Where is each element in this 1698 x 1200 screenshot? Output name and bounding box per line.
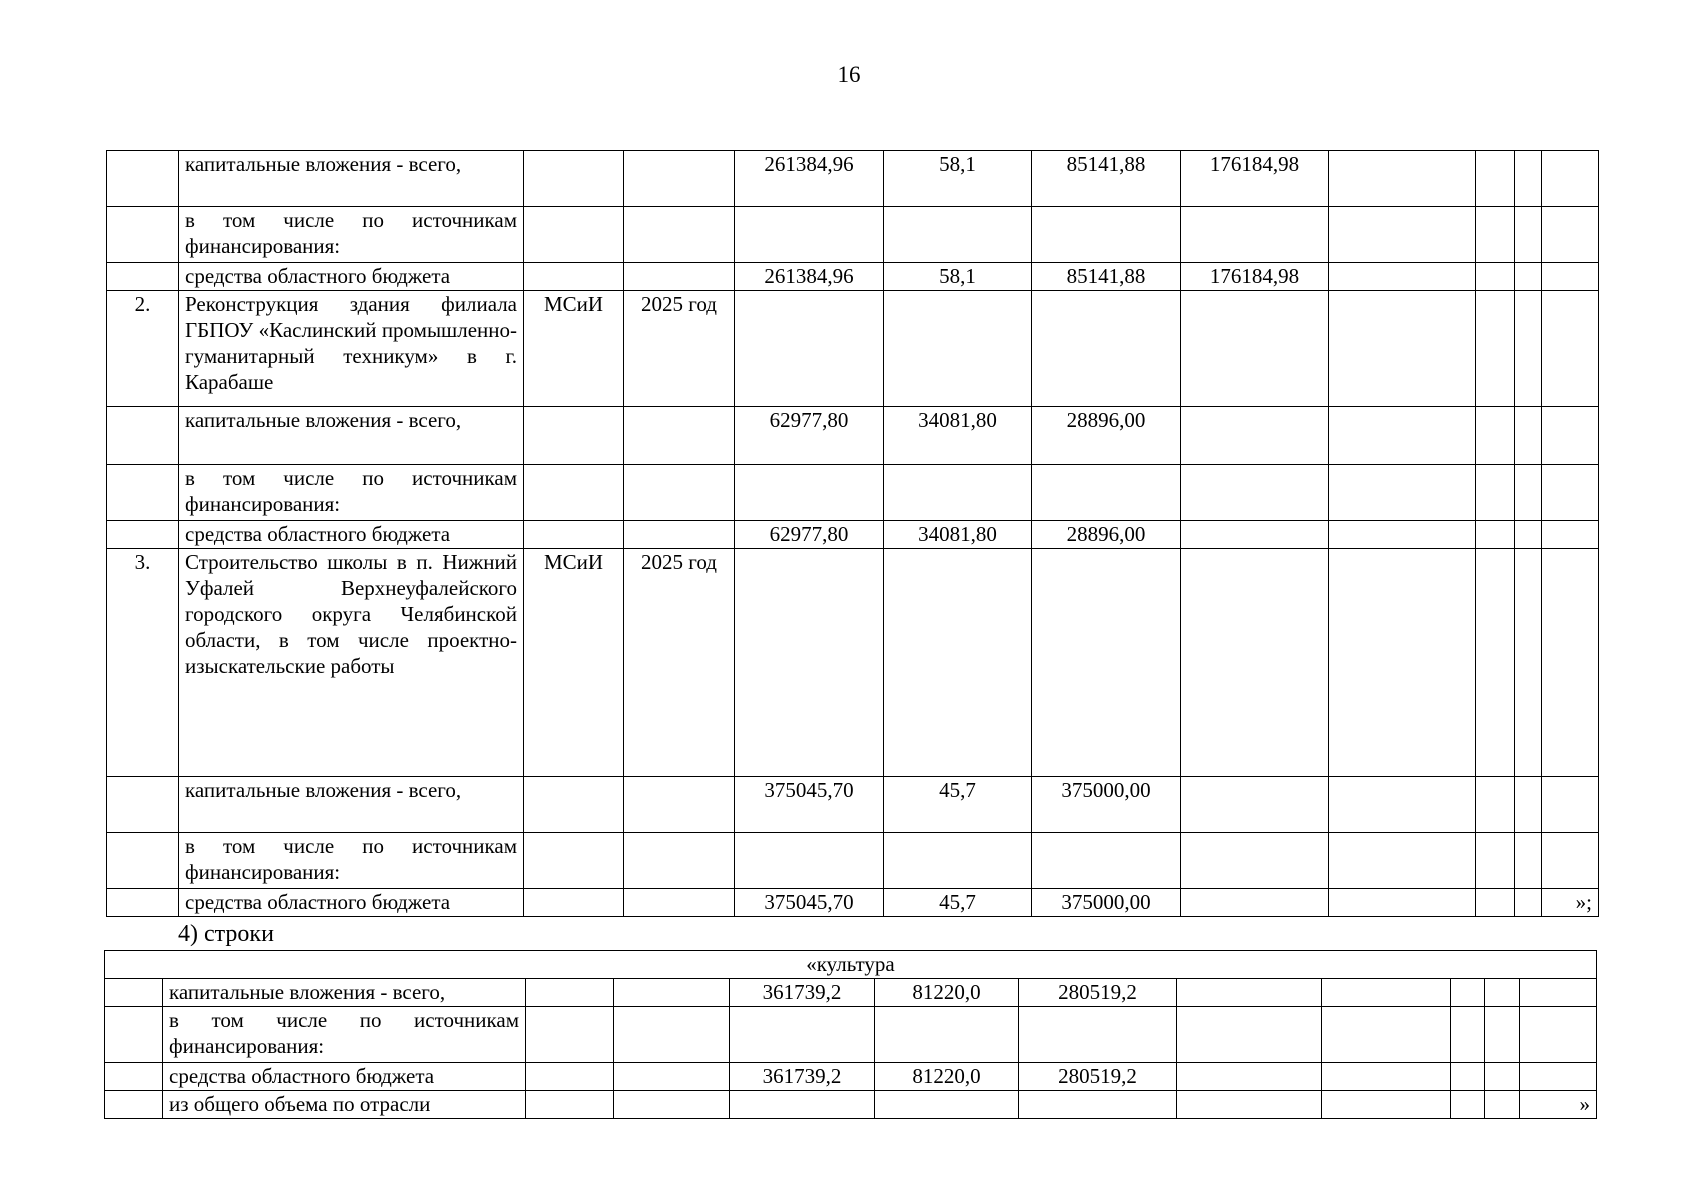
culture-title: «культура: [105, 951, 1597, 979]
cell-no: 2.: [107, 291, 179, 407]
table-row: [107, 207, 1599, 263]
cell-v4: [1181, 889, 1329, 917]
cell-end: [1542, 263, 1599, 291]
cell-v4: [1177, 1007, 1322, 1063]
cell-v1: [730, 1007, 875, 1063]
cell-desc: средства областного бюджета: [179, 889, 524, 917]
cell-no: [107, 263, 179, 291]
cell-desc: средства областного бюджета: [179, 521, 524, 549]
cell-term: [614, 1007, 730, 1063]
cell-empty: [1329, 465, 1476, 521]
cell-empty: [1485, 979, 1520, 1007]
cell-end: [1542, 521, 1599, 549]
cell-v1: 261384,96: [735, 151, 884, 207]
cell-v2: [884, 207, 1032, 263]
cell-v2: [884, 833, 1032, 889]
cell-resp: [526, 1007, 614, 1063]
cell-v2: 34081,80: [884, 521, 1032, 549]
cell-no: [105, 1063, 163, 1091]
cell-empty: [1329, 151, 1476, 207]
cell-end: »;: [1542, 889, 1599, 917]
cell-v4: [1181, 207, 1329, 263]
cell-empty: [1322, 979, 1451, 1007]
cell-empty: [1485, 1007, 1520, 1063]
table-row: [107, 549, 1599, 777]
cell-empty: [1515, 833, 1542, 889]
cell-empty: [1515, 777, 1542, 833]
cell-empty: [1476, 777, 1515, 833]
cell-v3: 375000,00: [1032, 777, 1181, 833]
cell-no: [107, 833, 179, 889]
table-row: [107, 889, 1599, 917]
table-row: [107, 407, 1599, 465]
cell-v2: 45,7: [884, 889, 1032, 917]
cell-empty: [1329, 207, 1476, 263]
cell-no: [107, 777, 179, 833]
cell-v2: 58,1: [884, 263, 1032, 291]
cell-desc: капитальные вложения - всего,: [163, 979, 526, 1007]
cell-desc: в том числе по источникам финансирования:: [179, 207, 524, 263]
cell-empty: [1515, 465, 1542, 521]
cell-empty: [1476, 833, 1515, 889]
page-number: 16: [837, 62, 861, 87]
cell-desc: в том числе по источникам финансирования:: [163, 1007, 526, 1063]
cell-empty: [1515, 521, 1542, 549]
cell-v3: 280519,2: [1019, 1063, 1177, 1091]
cell-v4: [1177, 1091, 1322, 1119]
cell-empty: [1322, 1091, 1451, 1119]
cell-v1: [735, 291, 884, 407]
cell-empty: [1451, 979, 1485, 1007]
cell-v1: 361739,2: [730, 979, 875, 1007]
cell-v2: 34081,80: [884, 407, 1032, 465]
table-row: [105, 1063, 1597, 1091]
cell-no: [107, 889, 179, 917]
cell-empty: [1329, 407, 1476, 465]
cell-v2: [884, 465, 1032, 521]
cell-term: [624, 889, 735, 917]
cell-v3: 375000,00: [1032, 889, 1181, 917]
cell-empty: [1451, 1007, 1485, 1063]
cell-v4: [1181, 833, 1329, 889]
cell-resp: [526, 979, 614, 1007]
cell-v4: [1177, 1063, 1322, 1091]
cell-resp: [524, 833, 624, 889]
cell-empty: [1515, 889, 1542, 917]
cell-end: [1542, 833, 1599, 889]
cell-empty: [1476, 549, 1515, 777]
table-row: [105, 1091, 1597, 1119]
cell-v3: [1032, 291, 1181, 407]
cell-desc: Строительство школы в п. Нижний Уфалей Верхнеуфалейского городского округа Челябинской области, в том числе проектно-изыскательские работы: [179, 549, 524, 777]
cell-empty: [1329, 521, 1476, 549]
table-row: [105, 979, 1597, 1007]
cell-empty: [1322, 1063, 1451, 1091]
cell-desc: средства областного бюджета: [179, 263, 524, 291]
cell-v3: [1032, 207, 1181, 263]
table-row: [105, 1007, 1597, 1063]
cell-v1: [735, 833, 884, 889]
cell-empty: [1329, 291, 1476, 407]
cell-no: [105, 1091, 163, 1119]
cell-no: [107, 521, 179, 549]
cell-term: [624, 151, 735, 207]
cell-term: [624, 407, 735, 465]
cell-resp: МСиИ: [524, 291, 624, 407]
cell-empty: [1476, 263, 1515, 291]
cell-v1: 361739,2: [730, 1063, 875, 1091]
cell-v4: [1181, 777, 1329, 833]
table-row: [107, 777, 1599, 833]
cell-resp: [524, 889, 624, 917]
cell-end: [1542, 407, 1599, 465]
cell-v4: [1181, 291, 1329, 407]
cell-v1: [730, 1091, 875, 1119]
cell-term: 2025 год: [624, 549, 735, 777]
cell-v4: 176184,98: [1181, 151, 1329, 207]
cell-empty: [1451, 1063, 1485, 1091]
table-row: [107, 465, 1599, 521]
cell-no: 3.: [107, 549, 179, 777]
cell-v4: [1181, 521, 1329, 549]
cell-desc: капитальные вложения - всего,: [179, 777, 524, 833]
cell-resp: [524, 151, 624, 207]
cell-v2: [884, 549, 1032, 777]
cell-empty: [1329, 777, 1476, 833]
cell-v3: [1032, 833, 1181, 889]
cell-v3: [1019, 1007, 1177, 1063]
cell-v4: [1181, 549, 1329, 777]
cell-resp: МСиИ: [524, 549, 624, 777]
cell-empty: [1329, 889, 1476, 917]
cell-end: [1542, 549, 1599, 777]
cell-end: [1542, 777, 1599, 833]
cell-v3: [1032, 465, 1181, 521]
cell-end: [1542, 465, 1599, 521]
cell-term: [624, 521, 735, 549]
cell-empty: [1476, 407, 1515, 465]
cell-term: [624, 465, 735, 521]
cell-empty: [1476, 889, 1515, 917]
cell-v1: 62977,80: [735, 407, 884, 465]
table-row: [107, 291, 1599, 407]
table-row: [107, 833, 1599, 889]
cell-v2: 81220,0: [875, 1063, 1019, 1091]
cell-desc: Реконструкция здания филиала ГБПОУ «Каслинский промышленно-гуманитарный техникум» в г. Карабаше: [179, 291, 524, 407]
cell-empty: [1485, 1091, 1520, 1119]
cell-v4: [1181, 407, 1329, 465]
cell-v2: [884, 291, 1032, 407]
cell-empty: [1322, 1007, 1451, 1063]
cell-empty: [1485, 1063, 1520, 1091]
cell-v1: 375045,70: [735, 777, 884, 833]
cell-v3: 85141,88: [1032, 151, 1181, 207]
cell-end: [1520, 1007, 1597, 1063]
cell-empty: [1476, 291, 1515, 407]
cell-v3: [1032, 549, 1181, 777]
cell-no: [107, 407, 179, 465]
cell-no: [107, 207, 179, 263]
cell-term: [624, 777, 735, 833]
cell-end: [1542, 291, 1599, 407]
cell-v3: 280519,2: [1019, 979, 1177, 1007]
cell-v4: 176184,98: [1181, 263, 1329, 291]
cell-resp: [524, 465, 624, 521]
table-row: [107, 263, 1599, 291]
cell-v1: 375045,70: [735, 889, 884, 917]
culture-table: [104, 950, 1597, 1119]
cell-term: [624, 833, 735, 889]
cell-term: [624, 263, 735, 291]
cell-v1: 62977,80: [735, 521, 884, 549]
cell-resp: [524, 777, 624, 833]
cell-v2: [875, 1007, 1019, 1063]
cell-desc: капитальные вложения - всего,: [179, 407, 524, 465]
cell-term: [614, 979, 730, 1007]
cell-resp: [524, 207, 624, 263]
cell-empty: [1329, 833, 1476, 889]
cell-term: [624, 207, 735, 263]
cell-v3: 28896,00: [1032, 407, 1181, 465]
cell-end: [1542, 207, 1599, 263]
cell-term: 2025 год: [624, 291, 735, 407]
cell-no: [105, 979, 163, 1007]
cell-resp: [524, 263, 624, 291]
cell-end: »: [1520, 1091, 1597, 1119]
culture-title-row: [105, 951, 1597, 979]
cell-v2: 45,7: [884, 777, 1032, 833]
cell-empty: [1476, 151, 1515, 207]
cell-v2: 81220,0: [875, 979, 1019, 1007]
cell-end: [1520, 1063, 1597, 1091]
cell-v1: [735, 207, 884, 263]
cell-desc: средства областного бюджета: [163, 1063, 526, 1091]
cell-v3: [1019, 1091, 1177, 1119]
cell-desc: из общего объема по отрасли: [163, 1091, 526, 1119]
cell-v4: [1181, 465, 1329, 521]
cell-desc: в том числе по источникам финансирования:: [179, 465, 524, 521]
cell-empty: [1476, 465, 1515, 521]
cell-v2: 58,1: [884, 151, 1032, 207]
cell-empty: [1329, 263, 1476, 291]
cell-empty: [1515, 407, 1542, 465]
cell-empty: [1451, 1091, 1485, 1119]
cell-no: [107, 151, 179, 207]
cell-resp: [524, 521, 624, 549]
cell-empty: [1515, 151, 1542, 207]
cell-empty: [1515, 207, 1542, 263]
cell-v4: [1177, 979, 1322, 1007]
table-row: [107, 151, 1599, 207]
cell-end: [1520, 979, 1597, 1007]
cell-no: [105, 1007, 163, 1063]
cell-v3: 85141,88: [1032, 263, 1181, 291]
cell-empty: [1515, 291, 1542, 407]
cell-v1: 261384,96: [735, 263, 884, 291]
table-row: [107, 521, 1599, 549]
cell-desc: капитальные вложения - всего,: [179, 151, 524, 207]
cell-empty: [1476, 521, 1515, 549]
cell-v1: [735, 465, 884, 521]
cell-term: [614, 1091, 730, 1119]
main-table: [106, 150, 1599, 917]
cell-v1: [735, 549, 884, 777]
cell-v3: 28896,00: [1032, 521, 1181, 549]
cell-resp: [526, 1091, 614, 1119]
cell-term: [614, 1063, 730, 1091]
cell-empty: [1329, 549, 1476, 777]
cell-resp: [526, 1063, 614, 1091]
cell-end: [1542, 151, 1599, 207]
cell-empty: [1476, 207, 1515, 263]
cell-no: [107, 465, 179, 521]
cell-resp: [524, 407, 624, 465]
cell-desc: в том числе по источникам финансирования:: [179, 833, 524, 889]
section-label: 4) строки: [178, 921, 274, 947]
cell-empty: [1515, 549, 1542, 777]
cell-empty: [1515, 263, 1542, 291]
cell-v2: [875, 1091, 1019, 1119]
